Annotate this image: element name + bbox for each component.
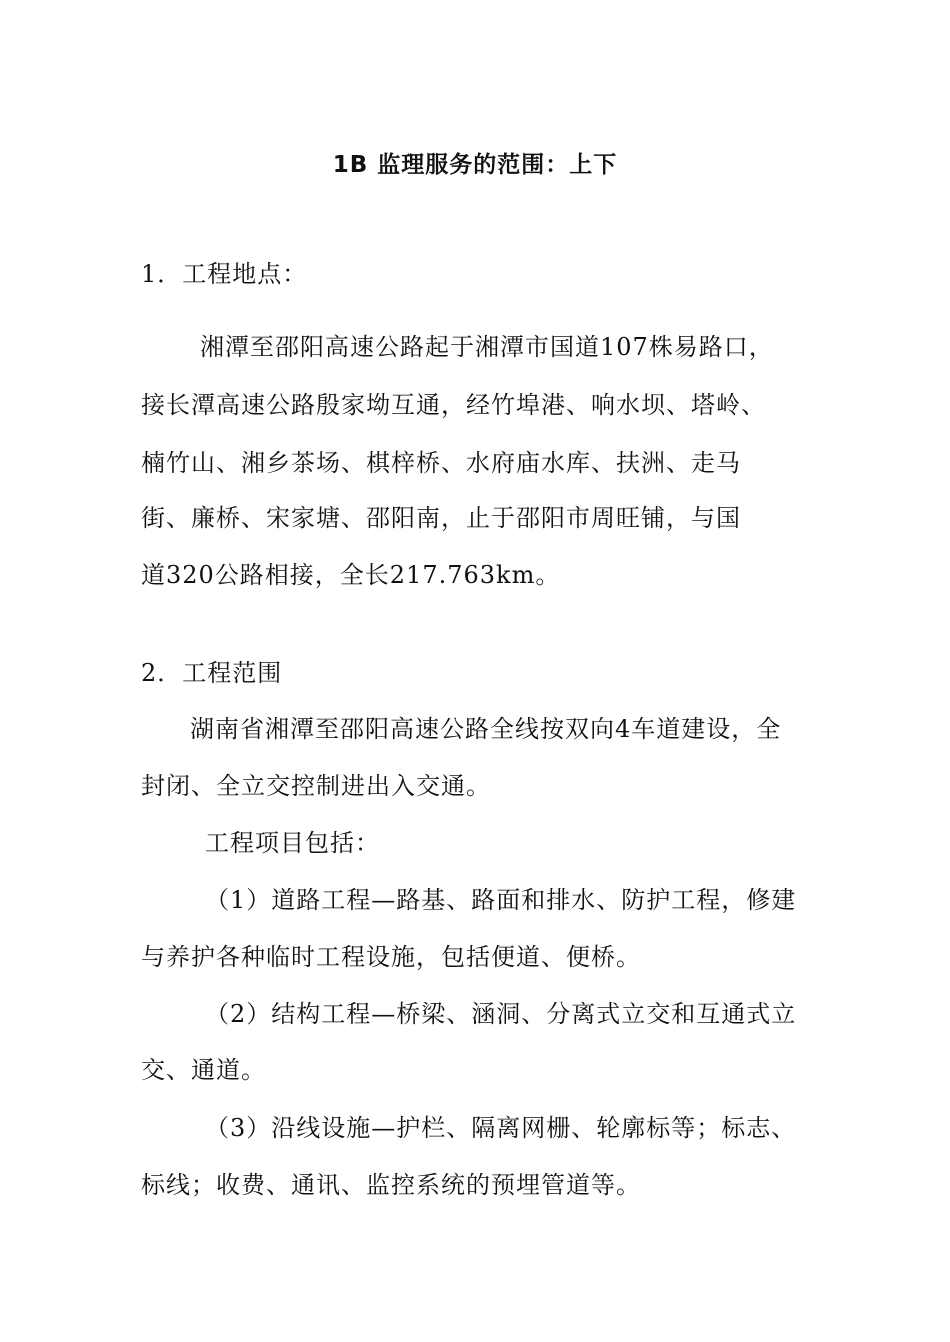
items-label: 工程项目包括： <box>205 829 380 857</box>
paragraph-line: 封闭、全立交控制进出入交通。 <box>141 772 491 800</box>
paragraph-line: 街、廉桥、宋家塘、邵阳南，止于邵阳市周旺铺，与国 <box>141 504 741 532</box>
paragraph-line: 湖南省湘潭至邵阳高速公路全线按双向4车道建设，全 <box>190 715 782 743</box>
list-item: 与养护各种临时工程设施，包括便道、便桥。 <box>141 943 641 971</box>
section-heading-scope: 2．工程范围 <box>141 659 283 687</box>
list-item: 交、通道。 <box>141 1056 266 1084</box>
paragraph-line: 楠竹山、湘乡茶场、棋梓桥、水府庙水库、扶洲、走马 <box>141 449 741 477</box>
list-item: （1）道路工程—路基、路面和排水、防护工程，修建 <box>205 886 797 914</box>
section-heading-location: 1．工程地点： <box>141 260 308 288</box>
paragraph-line: 湘潭至邵阳高速公路起于湘潭市国道107株易路口， <box>200 333 774 361</box>
page-title: 1B 监理服务的范围：上下 <box>332 152 618 178</box>
paragraph-line: 接长潭高速公路殷家坳互通，经竹埠港、响水坝、塔岭、 <box>141 391 766 419</box>
list-item: （3）沿线设施—护栏、隔离网栅、轮廓标等；标志、 <box>205 1114 797 1142</box>
paragraph-line: 道320公路相接，全长217.763km。 <box>141 561 561 589</box>
list-item: 标线；收费、通讯、监控系统的预埋管道等。 <box>141 1171 641 1199</box>
list-item: （2）结构工程—桥梁、涵洞、分离式立交和互通式立 <box>205 1000 797 1028</box>
